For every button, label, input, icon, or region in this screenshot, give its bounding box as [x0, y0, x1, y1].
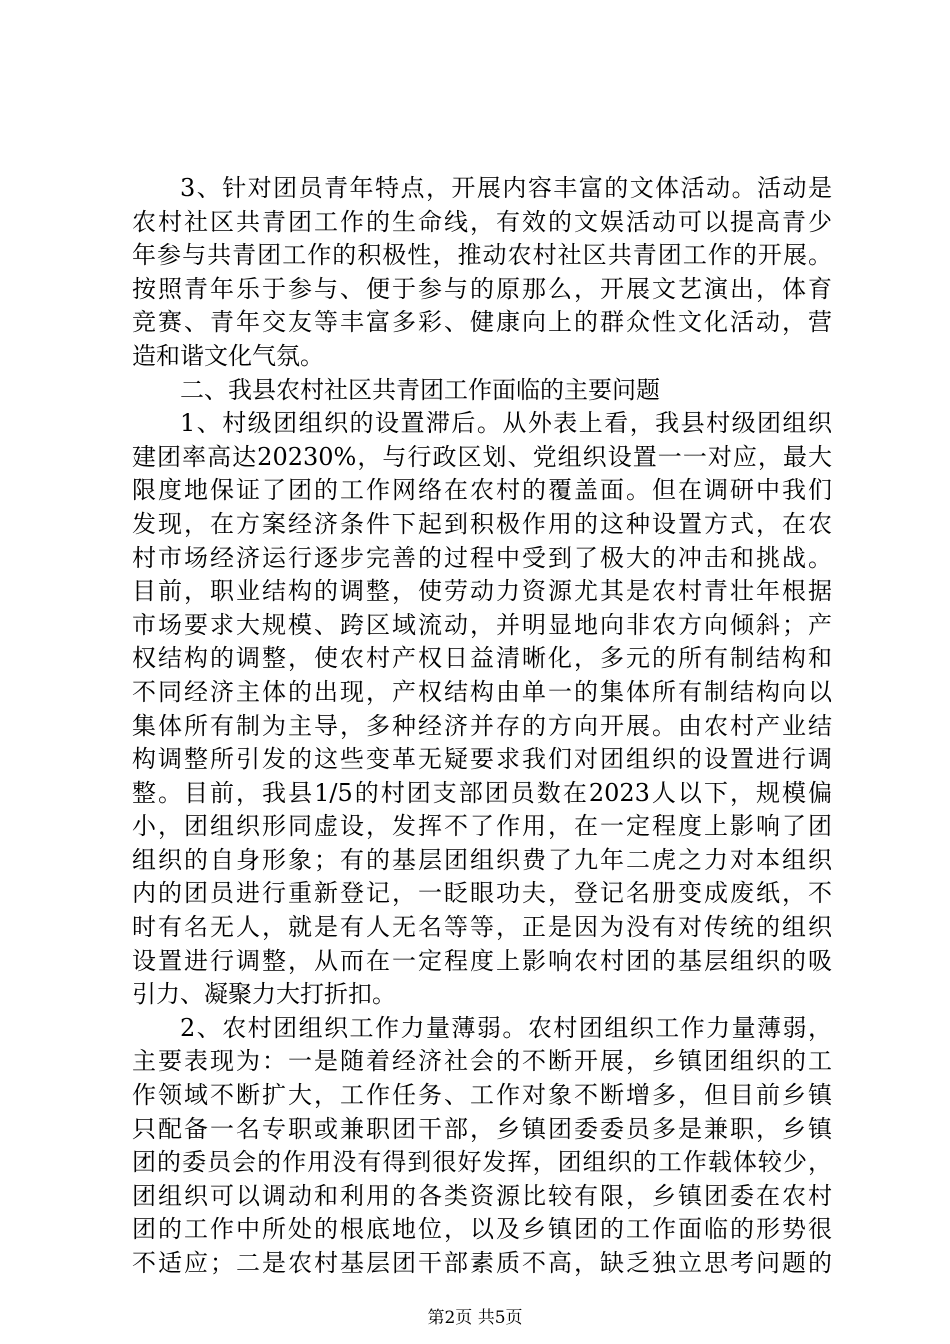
paragraph-line: 2、农村团组织工作力量薄弱。农村团组织工作力量薄弱，	[180, 1013, 832, 1042]
paragraph-line: 组织的自身形象；有的基层团组织费了九年二虎之力对本组织	[132, 845, 832, 874]
paragraph-line: 团的委员会的作用没有得到很好发挥，团组织的工作载体较少，	[132, 1148, 832, 1177]
paragraph-line: 权结构的调整，使农村产权日益清晰化，多元的所有制结构和	[132, 644, 832, 673]
paragraph-line: 建团率高达20230%，与行政区划、党组织设置一一对应，最大	[132, 442, 832, 471]
paragraph-line: 小，团组织形同虚设，发挥不了作用，在一定程度上影响了团	[132, 812, 832, 841]
paragraph-line: 时有名无人，就是有人无名等等，正是因为没有对传统的组织	[132, 913, 832, 942]
paragraph-line: 目前，职业结构的调整，使劳动力资源尤其是农村青壮年根据	[132, 577, 832, 606]
paragraph-line: 村市场经济运行逐步完善的过程中受到了极大的冲击和挑战。	[132, 543, 832, 572]
paragraph-line: 3、针对团员青年特点，开展内容丰富的文体活动。活动是	[180, 174, 832, 202]
paragraph-line: 造和谐文化气氛。	[132, 341, 324, 370]
paragraph-line: 团组织可以调动和利用的各类资源比较有限，乡镇团委在农村	[132, 1181, 832, 1210]
paragraph-line: 构调整所引发的这些变革无疑要求我们对团组织的设置进行调	[132, 745, 832, 774]
paragraph-line: 不适应；二是农村基层团干部素质不高，缺乏独立思考问题的	[132, 1249, 832, 1277]
paragraph-line: 整。目前，我县1/5的村团支部团员数在2023人以下，规模偏	[132, 778, 832, 807]
paragraph-line: 团的工作中所处的根底地位，以及乡镇团的工作面临的形势很	[132, 1215, 832, 1244]
paragraph-line: 年参与共青团工作的积极性，推动农村社区共青团工作的开展。	[132, 241, 832, 270]
body-text	[132, 172, 832, 1281]
paragraph-line: 不同经济主体的出现，产权结构由单一的集体所有制结构向以	[132, 677, 832, 706]
paragraph-line: 作领域不断扩大，工作任务、工作对象不断增多，但目前乡镇	[132, 1081, 832, 1110]
paragraph-line: 竞赛、青年交友等丰富多彩、健康向上的群众性文化活动，营	[132, 308, 832, 337]
paragraph-line: 集体所有制为主导，多种经济并存的方向开展。由农村产业结	[132, 711, 832, 740]
section-heading: 二、我县农村社区共青团工作面临的主要问题	[180, 375, 660, 404]
paragraph-line: 市场要求大规模、跨区域流动，并明显地向非农方向倾斜；产	[132, 610, 832, 639]
paragraph-line: 设置进行调整，从而在一定程度上影响农村团的基层组织的吸	[132, 946, 832, 975]
paragraph-line: 限度地保证了团的工作网络在农村的覆盖面。但在调研中我们	[132, 476, 832, 505]
paragraph-line: 农村社区共青团工作的生命线，有效的文娱活动可以提高青少	[132, 207, 832, 236]
paragraph-line: 发现，在方案经济条件下起到积极作用的这种设置方式，在农	[132, 509, 832, 538]
paragraph-line: 1、村级团组织的设置滞后。从外表上看，我县村级团组织	[180, 409, 832, 438]
paragraph-line: 内的团员进行重新登记，一眨眼功夫，登记名册变成废纸，不	[132, 879, 832, 908]
paragraph-line: 只配备一名专职或兼职团干部，乡镇团委委员多是兼职，乡镇	[132, 1114, 832, 1143]
paragraph-line: 主要表现为：一是随着经济社会的不断开展，乡镇团组织的工	[132, 1047, 832, 1076]
page-number-footer: 第2页 共5页	[427, 1308, 523, 1328]
paragraph-line: 按照青年乐于参与、便于参与的原那么，开展文艺演出，体育	[132, 274, 832, 303]
paragraph-line: 引力、凝聚力大打折扣。	[132, 980, 396, 1009]
